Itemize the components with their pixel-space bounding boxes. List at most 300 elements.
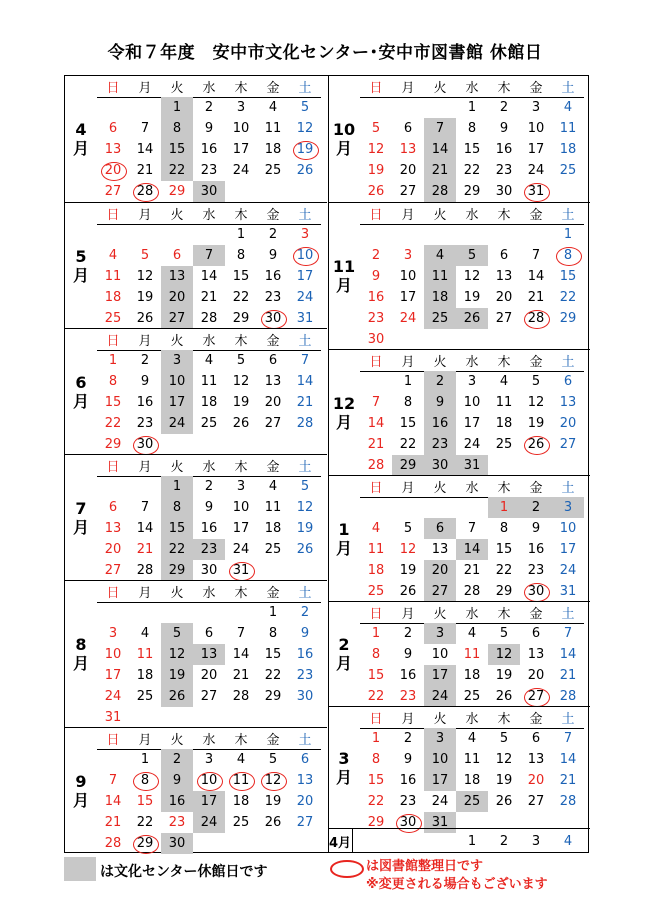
- empty-cell: [552, 455, 584, 476]
- weekday-header: 木: [488, 350, 520, 372]
- day-cell: 5: [456, 245, 488, 266]
- day-cell: 17: [424, 665, 456, 686]
- empty-cell: [257, 560, 289, 581]
- day-cell: 27: [104, 184, 122, 199]
- month-number: 3: [338, 748, 350, 768]
- day-cell: 16: [264, 269, 282, 284]
- day-cell: 5: [499, 626, 509, 641]
- day-cell: 1: [467, 834, 477, 849]
- day-cell: 20: [104, 542, 122, 557]
- empty-cell: [456, 329, 488, 350]
- day-cell: 15: [463, 142, 481, 157]
- day-cell: 16: [424, 413, 456, 434]
- weekday-header: 土: [552, 203, 584, 225]
- day-cell: 9: [531, 521, 541, 536]
- day-cell: 1: [161, 476, 193, 497]
- day-cell: 10: [399, 269, 417, 284]
- day-cell: 19: [495, 773, 513, 788]
- day-cell: 17: [399, 290, 417, 305]
- weekday-header: 火: [424, 707, 456, 729]
- day-cell: 3: [161, 350, 193, 371]
- day-cell: 19: [463, 290, 481, 305]
- weekday-header: 月: [129, 728, 161, 750]
- day-cell: 7: [108, 773, 118, 788]
- day-cell: 13: [527, 647, 545, 662]
- day-cell: 9: [204, 121, 214, 136]
- day-cell: 26: [399, 584, 417, 599]
- day-cell: 2: [371, 248, 381, 263]
- day-cell: 10: [161, 371, 193, 392]
- weekday-header: 金: [257, 76, 289, 98]
- day-cell: 4: [268, 100, 278, 115]
- weekday-header: 日: [360, 203, 392, 225]
- weekday-header: 水: [193, 203, 225, 225]
- day-cell: 6: [499, 248, 509, 263]
- day-cell: 14: [136, 142, 154, 157]
- day-cell: 27: [264, 416, 282, 431]
- empty-cell: [225, 181, 257, 202]
- weekday-header: 土: [552, 707, 584, 729]
- empty-cell: [424, 497, 456, 518]
- day-cell: 15: [495, 542, 513, 557]
- empty-cell: [424, 329, 456, 350]
- day-cell: 30: [193, 181, 225, 202]
- day-cell: 2: [140, 353, 150, 368]
- day-cell: 10: [424, 749, 456, 770]
- month-label: [328, 203, 360, 349]
- day-cell: 8: [268, 626, 278, 641]
- month-label: [328, 602, 360, 706]
- day-cell: 18: [200, 395, 218, 410]
- day-cell: 11: [495, 395, 513, 410]
- day-cell: 28: [424, 181, 456, 202]
- empty-cell: [193, 602, 225, 623]
- day-cell: 25: [264, 163, 282, 178]
- month-feb: [328, 601, 590, 706]
- day-cell: 10: [527, 121, 545, 136]
- day-cell: 4: [563, 100, 573, 115]
- day-cell: 16: [399, 668, 417, 683]
- weekday-header: 月: [392, 203, 424, 225]
- month-may: [65, 202, 327, 328]
- month-suffix: 月: [72, 391, 89, 411]
- day-cell: 25: [495, 437, 513, 452]
- day-cell: 19: [495, 668, 513, 683]
- weekday-header: 日: [97, 203, 129, 225]
- day-cell: 7: [371, 395, 381, 410]
- weekday-header: 木: [225, 203, 257, 225]
- weekday-header: 土: [552, 476, 584, 498]
- day-cell: 28: [296, 416, 314, 431]
- day-cell: 12: [527, 395, 545, 410]
- weekday-header: 金: [257, 203, 289, 225]
- day-cell: 23: [136, 416, 154, 431]
- day-cell: 9: [403, 752, 413, 767]
- day-cell: 27: [296, 815, 314, 830]
- day-cell: 5: [140, 248, 150, 263]
- day-cell: 6: [563, 374, 573, 389]
- day-cell: 25: [367, 584, 385, 599]
- weekday-header: 月: [129, 203, 161, 225]
- day-cell: 2: [161, 749, 193, 770]
- day-cell: 28: [136, 563, 154, 578]
- day-cell: 11: [463, 752, 481, 767]
- day-cell: 31: [456, 455, 488, 476]
- day-cell: 15: [559, 269, 577, 284]
- day-cell: 2: [300, 605, 310, 620]
- day-cell: 30: [161, 833, 193, 854]
- day-cell: 12: [463, 269, 481, 284]
- empty-cell: [488, 329, 520, 350]
- day-cell: 14: [456, 539, 488, 560]
- month-number: 10: [332, 120, 356, 139]
- day-cell: 1: [268, 605, 278, 620]
- day-cell: 29: [232, 311, 250, 326]
- day-cell: 2: [403, 626, 413, 641]
- day-cell: 16: [161, 791, 193, 812]
- day-cell: 13: [527, 752, 545, 767]
- day-cell: 30: [495, 184, 513, 199]
- day-cell: 25: [456, 791, 488, 812]
- empty-cell: [360, 224, 392, 245]
- month-label: [328, 707, 360, 828]
- day-cell: 10: [289, 245, 321, 266]
- day-cell: 9: [371, 269, 381, 284]
- day-cell: 21: [559, 668, 577, 683]
- day-cell: 13: [296, 773, 314, 788]
- day-cell: 7: [563, 626, 573, 641]
- day-cell: 20: [559, 416, 577, 431]
- day-cell: 2: [204, 100, 214, 115]
- day-cell: 6: [531, 626, 541, 641]
- day-cell: 29: [495, 584, 513, 599]
- day-cell: 27: [200, 689, 218, 704]
- month-label: [65, 203, 97, 328]
- day-cell: 27: [161, 308, 193, 329]
- weekday-header: 土: [552, 350, 584, 372]
- empty-cell: [257, 434, 289, 455]
- day-cell: 29: [168, 184, 186, 199]
- day-cell: 24: [527, 163, 545, 178]
- day-cell: 25: [200, 416, 218, 431]
- day-cell: 11: [264, 121, 282, 136]
- day-cell: 2: [424, 371, 456, 392]
- day-cell: 24: [161, 413, 193, 434]
- day-cell: 11: [463, 647, 481, 662]
- month-number: 11: [332, 257, 356, 276]
- day-cell: 8: [552, 245, 584, 266]
- day-cell: 25: [264, 542, 282, 557]
- weekday-header: 水: [456, 707, 488, 729]
- weekday-header: 日: [97, 581, 129, 603]
- day-cell: 18: [463, 773, 481, 788]
- empty-cell: [129, 224, 161, 245]
- day-cell: 25: [424, 308, 456, 329]
- day-cell: 29: [392, 455, 424, 476]
- day-cell: 8: [371, 752, 381, 767]
- day-cell: 26: [264, 815, 282, 830]
- day-cell: 17: [232, 142, 250, 157]
- day-cell: 21: [200, 290, 218, 305]
- day-cell: 18: [232, 794, 250, 809]
- day-cell: 28: [232, 689, 250, 704]
- day-cell: 21: [232, 668, 250, 683]
- day-cell: 26: [456, 308, 488, 329]
- day-cell: 9: [424, 392, 456, 413]
- day-cell: 15: [399, 416, 417, 431]
- day-cell: 31: [520, 181, 552, 202]
- weekday-header: 水: [456, 76, 488, 98]
- day-cell: 24: [296, 290, 314, 305]
- day-cell: 28: [367, 458, 385, 473]
- day-cell: 13: [495, 269, 513, 284]
- month-label: [328, 476, 360, 601]
- day-cell: 26: [495, 794, 513, 809]
- day-cell: 5: [161, 623, 193, 644]
- month-number: 6: [75, 372, 87, 392]
- day-cell: 8: [467, 121, 477, 136]
- empty-cell: [257, 707, 289, 728]
- day-cell: 17: [424, 770, 456, 791]
- day-cell: 7: [300, 353, 310, 368]
- day-cell: 24: [232, 542, 250, 557]
- empty-cell: [289, 833, 321, 854]
- day-cell: 10: [193, 770, 225, 791]
- day-cell: 2: [499, 834, 509, 849]
- empty-cell: [289, 560, 321, 581]
- day-cell: 22: [399, 437, 417, 452]
- weekday-header: 日: [360, 476, 392, 498]
- weekday-header: 金: [257, 455, 289, 477]
- day-cell: 14: [559, 647, 577, 662]
- month-sep: [65, 727, 327, 853]
- day-cell: 18: [424, 287, 456, 308]
- day-cell: 14: [527, 269, 545, 284]
- day-cell: 28: [129, 181, 161, 202]
- day-cell: 23: [296, 668, 314, 683]
- empty-cell: [193, 434, 225, 455]
- day-cell: 24: [399, 311, 417, 326]
- weekday-header: 水: [456, 602, 488, 624]
- day-cell: 12: [488, 644, 520, 665]
- day-cell: 22: [232, 290, 250, 305]
- month-suffix: 月: [335, 767, 352, 787]
- page-title: 令和７年度 安中市文化センター･安中市図書館 休館日: [107, 43, 543, 63]
- empty-cell: [161, 224, 193, 245]
- day-cell: 23: [495, 163, 513, 178]
- day-cell: 12: [495, 752, 513, 767]
- day-cell: 14: [232, 647, 250, 662]
- weekday-header: 月: [392, 476, 424, 498]
- empty-cell: [129, 97, 161, 118]
- month-dec: [328, 349, 590, 475]
- weekday-header: 土: [289, 455, 321, 477]
- month-number: 9: [75, 771, 87, 791]
- weekday-header: 土: [289, 76, 321, 98]
- weekday-header: 火: [161, 581, 193, 603]
- day-cell: 15: [104, 395, 122, 410]
- day-cell: 20: [296, 794, 314, 809]
- day-cell: 11: [225, 770, 257, 791]
- weekday-header: 火: [424, 476, 456, 498]
- month-apr: [65, 76, 327, 202]
- day-cell: 30: [367, 332, 385, 347]
- day-cell: 19: [232, 395, 250, 410]
- day-cell: 1: [371, 626, 381, 641]
- day-cell: 28: [104, 836, 122, 851]
- month-jul: [65, 454, 327, 580]
- weekday-header: 土: [552, 602, 584, 624]
- day-cell: 13: [559, 395, 577, 410]
- day-cell: 16: [399, 773, 417, 788]
- day-cell: 27: [424, 581, 456, 602]
- empty-cell: [193, 707, 225, 728]
- day-cell: 20: [399, 163, 417, 178]
- day-cell: 18: [495, 416, 513, 431]
- weekday-header: 水: [456, 476, 488, 498]
- day-cell: 25: [104, 311, 122, 326]
- day-cell: 1: [488, 497, 520, 518]
- month-suffix: 月: [335, 412, 352, 432]
- weekday-header: 土: [289, 581, 321, 603]
- day-cell: 16: [367, 290, 385, 305]
- next-april-label: 4月: [328, 829, 353, 853]
- weekday-header: 金: [520, 602, 552, 624]
- weekday-header: 木: [488, 602, 520, 624]
- day-cell: 5: [236, 353, 246, 368]
- day-cell: 30: [257, 308, 289, 329]
- day-cell: 16: [296, 647, 314, 662]
- day-cell: 20: [161, 287, 193, 308]
- day-cell: 23: [193, 539, 225, 560]
- day-cell: 6: [172, 248, 182, 263]
- day-cell: 22: [463, 163, 481, 178]
- empty-cell: [193, 224, 225, 245]
- empty-cell: [225, 833, 257, 854]
- day-cell: 15: [367, 668, 385, 683]
- empty-cell: [552, 329, 584, 350]
- day-cell: 18: [463, 668, 481, 683]
- day-cell: 27: [104, 563, 122, 578]
- empty-cell: [225, 602, 257, 623]
- day-cell: 17: [232, 521, 250, 536]
- month-suffix: 月: [335, 139, 352, 158]
- day-cell: 9: [268, 248, 278, 263]
- weekday-header: 金: [257, 329, 289, 351]
- day-cell: 3: [552, 497, 584, 518]
- day-cell: 21: [136, 163, 154, 178]
- day-cell: 17: [161, 392, 193, 413]
- day-cell: 31: [424, 812, 456, 833]
- empty-cell: [161, 434, 193, 455]
- day-cell: 6: [300, 752, 310, 767]
- day-cell: 21: [136, 542, 154, 557]
- day-cell: 3: [300, 227, 310, 242]
- weekday-header: 火: [161, 329, 193, 351]
- weekday-header: 土: [552, 76, 584, 98]
- empty-cell: [520, 224, 552, 245]
- day-cell: 11: [424, 266, 456, 287]
- weekday-header: 木: [488, 203, 520, 225]
- day-cell: 13: [161, 266, 193, 287]
- day-cell: 13: [431, 542, 449, 557]
- day-cell: 11: [104, 269, 122, 284]
- day-cell: 7: [531, 248, 541, 263]
- weekday-header: 水: [193, 329, 225, 351]
- month-suffix: 月: [335, 538, 352, 558]
- weekday-header: 木: [225, 76, 257, 98]
- day-cell: 23: [200, 163, 218, 178]
- day-cell: 7: [140, 121, 150, 136]
- day-cell: 4: [268, 479, 278, 494]
- empty-cell: [360, 497, 392, 518]
- weekday-header: 木: [225, 728, 257, 750]
- empty-cell: [392, 831, 424, 852]
- day-cell: 22: [161, 160, 193, 181]
- month-number: 7: [75, 498, 87, 518]
- day-cell: 3: [531, 834, 541, 849]
- weekday-header: 月: [129, 76, 161, 98]
- day-cell: 23: [399, 794, 417, 809]
- day-cell: 4: [424, 245, 456, 266]
- weekday-header: 水: [193, 455, 225, 477]
- empty-cell: [97, 97, 129, 118]
- day-cell: 29: [264, 689, 282, 704]
- day-cell: 21: [527, 290, 545, 305]
- day-cell: 18: [367, 563, 385, 578]
- day-cell: 9: [499, 121, 509, 136]
- empty-cell: [97, 749, 129, 770]
- day-cell: 11: [264, 500, 282, 515]
- weekday-header: 月: [129, 455, 161, 477]
- day-cell: 13: [264, 374, 282, 389]
- day-cell: 3: [467, 374, 477, 389]
- empty-cell: [392, 224, 424, 245]
- day-cell: 18: [264, 142, 282, 157]
- day-cell: 16: [136, 395, 154, 410]
- weekday-header: 月: [392, 707, 424, 729]
- day-cell: 9: [403, 647, 413, 662]
- day-cell: 18: [559, 142, 577, 157]
- weekday-header: 日: [360, 602, 392, 624]
- weekday-header: 土: [289, 329, 321, 351]
- day-cell: 19: [527, 416, 545, 431]
- legend-note: ※変更される場合もございます: [366, 877, 548, 892]
- day-cell: 25: [232, 815, 250, 830]
- day-cell: 21: [559, 773, 577, 788]
- empty-cell: [552, 181, 584, 202]
- empty-cell: [97, 476, 129, 497]
- day-cell: 12: [257, 770, 289, 791]
- day-cell: 30: [296, 689, 314, 704]
- day-cell: 19: [367, 163, 385, 178]
- empty-cell: [97, 602, 129, 623]
- day-cell: 24: [431, 794, 449, 809]
- day-cell: 14: [424, 139, 456, 160]
- day-cell: 3: [424, 728, 456, 749]
- weekday-header: 金: [520, 203, 552, 225]
- month-number: 4: [75, 120, 87, 139]
- day-cell: 3: [424, 623, 456, 644]
- day-cell: 7: [236, 626, 246, 641]
- weekday-header: 火: [161, 76, 193, 98]
- day-cell: 20: [495, 290, 513, 305]
- weekday-header: 月: [392, 602, 424, 624]
- day-cell: 26: [520, 434, 552, 455]
- day-cell: 24: [193, 812, 225, 833]
- day-cell: 8: [129, 770, 161, 791]
- day-cell: 12: [296, 121, 314, 136]
